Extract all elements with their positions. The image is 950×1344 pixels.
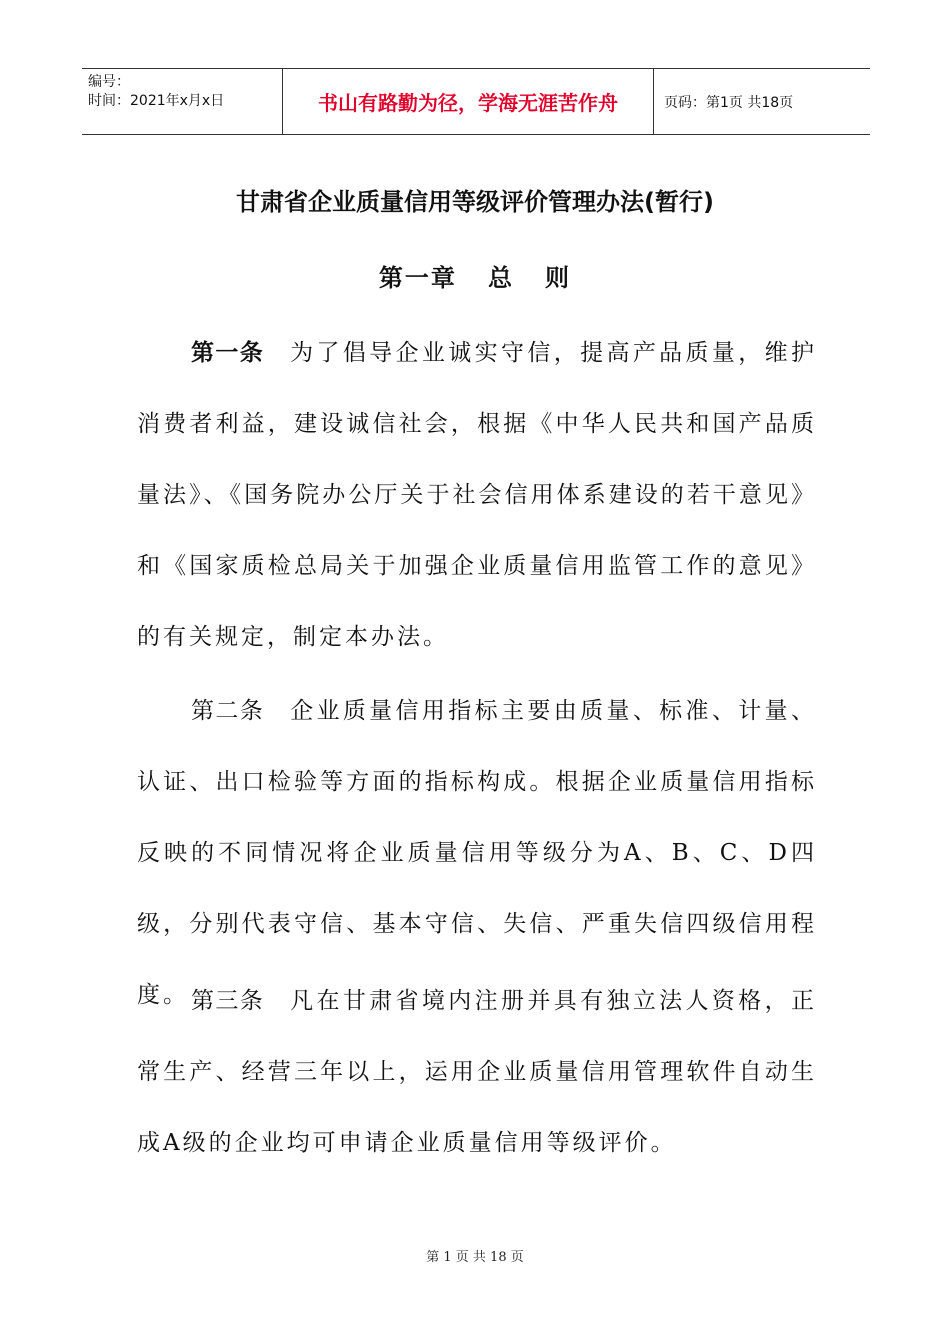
date-label: 时间：2021年x月x日	[88, 93, 225, 109]
chapter-heading: 第一章 总 则	[378, 264, 572, 292]
article-text: 企业质量信用指标主要由质量、标准、计量、认证、出口检验等方面的指标构成。根据企业质量信用指标反映的不同情况将企业质量信用等级分为A、B、C、D四级，分别代表守信、基本守信、失信、严重失信四级信用程度。	[137, 698, 818, 1008]
article-text: 凡在甘肃省境内注册并具有独立法人资格，正常生产、经营三年以上，运用企业质量信用管理软件自动生成A级的企业均可申请企业质量信用等级评价。	[137, 988, 818, 1156]
article-label: 第三条	[191, 988, 265, 1014]
document-header	[82, 68, 870, 135]
article-label: 第一条	[191, 340, 265, 366]
header-meta	[82, 69, 282, 134]
page-footer: 第 1 页 共 18 页	[426, 1250, 524, 1265]
article-label: 第二条	[191, 698, 265, 724]
article-1	[137, 318, 817, 673]
number-label: 编号：	[88, 74, 130, 90]
header-motto: 书山有路勤为径，学海无涯苦作舟	[282, 69, 654, 134]
document-title: 甘肃省企业质量信用等级评价管理办法(暂行)	[236, 188, 714, 216]
article-text: 为了倡导企业诚实守信，提高产品质量，维护消费者利益，建设诚信社会，根据《中华人民共和国产品质量法》、《国务院办公厅关于社会信用体系建设的若干意见》和《国家质检总局关于加强企业质量信用监管工作的意见》的有关规定，制定本办法。	[137, 340, 818, 650]
article-3	[137, 966, 817, 1179]
header-page-info: 页码：第1页 共18页	[664, 94, 794, 111]
